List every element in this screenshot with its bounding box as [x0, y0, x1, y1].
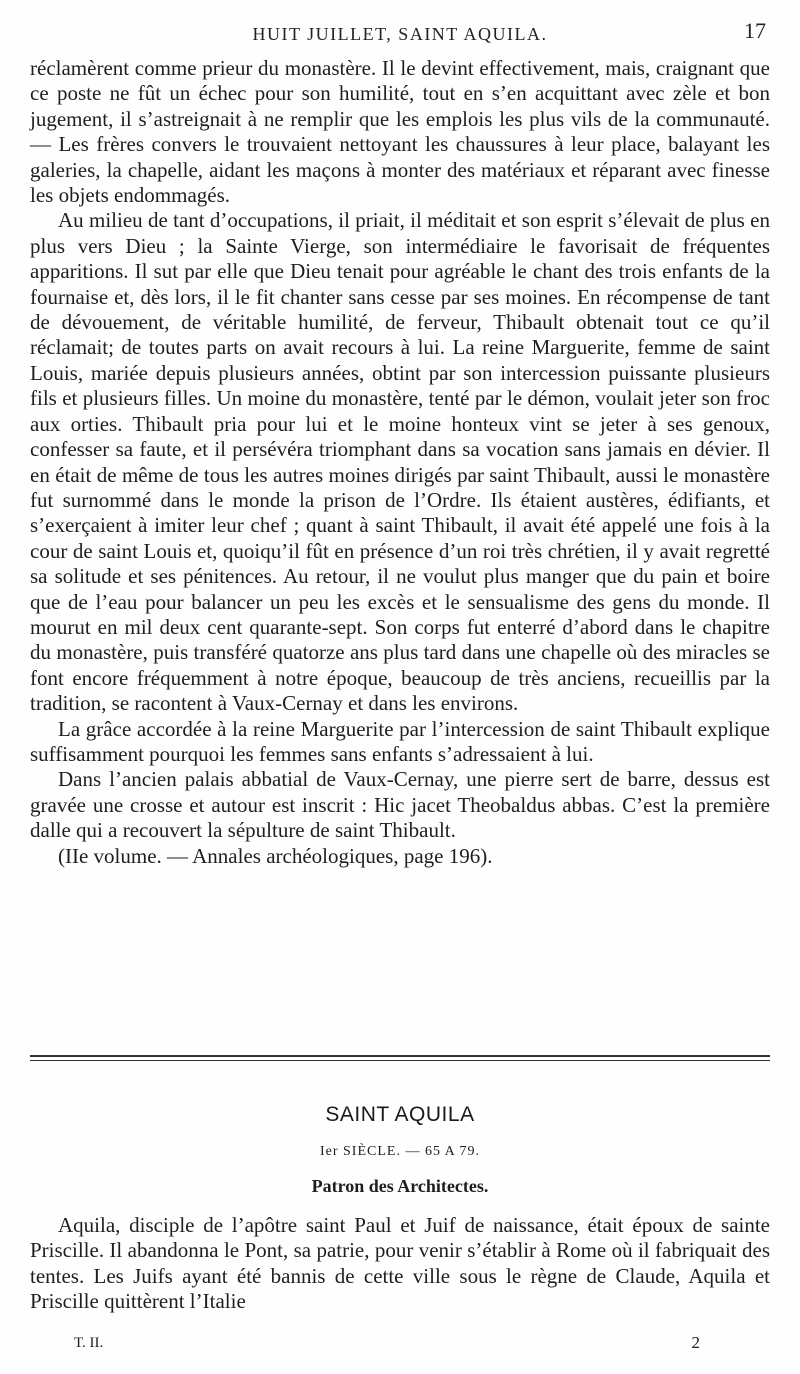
- paragraph: Au milieu de tant d’occupations, il priait, il méditait et son esprit s’élevait de plus en plus vers Dieu ; la Sainte Vierge, son intermédiaire le favorisait de fréquentes apparitions. Il sut par elle que Dieu tenait pour agréable le chant des trois enfants de la fournaise et, dès lors, il le fit chanter sans cesse par ses moines. En récompense de tant de dévouement, de véritable humilité, de ferveur, Thibault obtenait tout ce qu’il réclamait; de toutes parts on avait recours à lui. La reine Marguerite, femme de saint Louis, mariée depuis plusieurs années, obtint par son intercession puissante plusieurs fils et plusieurs filles. Un moine du monastère, tenté par le démon, voulait jeter son froc aux orties. Thibault pria pour lui et le moine honteux vint se jeter à ses genoux, confesser sa faute, et il persévéra triomphant dans sa vocation sans jamais en dévier. Il en était de même de tous les autres moines dirigés par saint Thibault, aussi le monastère fut surnommé dans le monde la prison de l’Ordre. Ils étaient austères, édifiants, et s’exerçaient à imiter leur chef ; quant à saint Thibault, il avait été appelé une fois à la cour de saint Louis et, quoiqu’il fût en présence d’un roi très chrétien, il y avait regretté sa solitude et ses pénitences. Au retour, il ne voulut plus manger que du pain et boire que de l’eau pour balancer un peu les excès et le sensualisme des gens du monde. Il mourut en mil deux cent quarante-sept. Son corps fut enterré d’abord dans le chapitre du monastère, puis transféré quatorze ans plus tard dans une chapelle où des miracles se font encore fréquemment à notre époque, beaucoup de très anciens, recueillis par la tradition, se racontent à Vaux-Cernay et dans les environs.: [30, 208, 770, 716]
- section-date: Ier SIÈCLE. — 65 A 79.: [319, 1144, 481, 1159]
- paragraph: réclamèrent comme prieur du monastère. Il le devint effectivement, mais, craignant que ce poste ne fût un échec pour son humilité, tout en s’en acquittant avec zèle et bon jugement, il s’astreignait à ne remplir que les emplois les plus vils de la communauté.— Les frères convers le trouvaient nettoyant les chaussures à leur place, balayant les galeries, la chapelle, aidant les maçons à monter des matériaux et réparant avec finesse les objets endommagés.: [30, 56, 770, 208]
- running-head: HUIT JUILLET, SAINT AQUILA.: [252, 24, 548, 44]
- section-text: [30, 1213, 770, 1315]
- section-divider-bottom: [30, 1060, 770, 1061]
- section-paragraph: Aquila, disciple de l’apôtre saint Paul et Juif de naissance, était époux de sainte Priscille. Il abandonna le Pont, sa patrie, pour venir s’établir à Rome où il fabriquait des tentes. Les Juifs ayant été bannis de cette ville sous le règne de Claude, Aquila et Priscille quittèrent l’Italie: [30, 1213, 770, 1314]
- page-header: [30, 18, 770, 48]
- section-patron: Patron des Architectes.: [311, 1176, 489, 1196]
- volume-signature: T. II.: [74, 1335, 104, 1351]
- main-text: [30, 56, 770, 869]
- page-number: 17: [744, 18, 766, 43]
- section-title: SAINT AQUILA: [325, 1103, 475, 1126]
- paragraph: Dans l’ancien palais abbatial de Vaux-Cernay, une pierre sert de barre, dessus est gravée une crosse et autour est inscrit : Hic jacet Theobaldus abbas. C’est la première dalle qui a recouvert la sépulture de saint Thibault.: [30, 767, 770, 843]
- page-footer: [30, 1335, 770, 1359]
- sheet-signature: 2: [691, 1333, 700, 1352]
- paragraph: La grâce accordée à la reine Marguerite par l’intercession de saint Thibault explique suffisamment pourquoi les femmes sans enfants s’adressaient à lui.: [30, 716, 770, 766]
- section-divider-top: [30, 1055, 770, 1057]
- citation-paragraph: (IIe volume. — Annales archéologiques, page 196).: [58, 843, 493, 868]
